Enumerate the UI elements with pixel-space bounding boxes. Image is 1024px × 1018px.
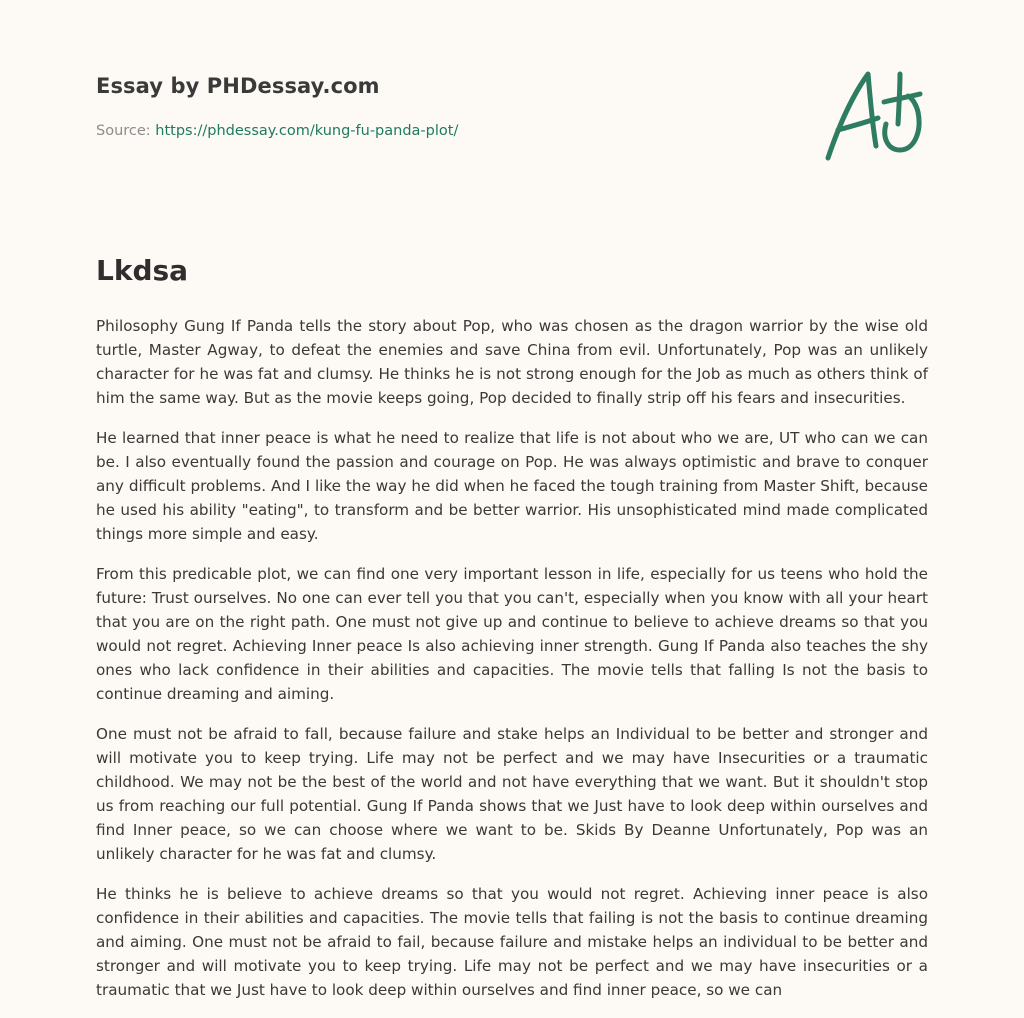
essay-body xyxy=(96,314,928,1018)
source-link[interactable]: https://phdessay.com/kung-fu-panda-plot/ xyxy=(155,123,459,139)
paragraph-4: One must not be afraid to fall, because failure and stake helps an Individual to be better and stronger and will motivate you to keep trying. Life may not be perfect and we may have Insecurities or a traumatic childhood. We may not be the best of the world and not have everything that we want. But it shouldn't stop us from reaching our full potential. Gung If Panda shows that we Just have to look deep within ourselves and find Inner peace, so we can choose where we want to be. Skids By Deanne Unfortunately, Pop was an unlikely character for he was fat and clumsy. xyxy=(96,725,928,863)
paragraph-5: He thinks he is believe to achieve dreams so that you would not regret. Achieving inner peace is also confidence in their abilities and capacities. The movie tells that failing is not the basis to continue dreaming and aiming. One must not be afraid to fail, because failure and mistake helps an individual to be better and stronger and will motivate you to keep trying. Life may not be perfect and we may have insecurities or a traumatic that we Just have to look deep within ourselves and find inner peace, so we can xyxy=(96,885,928,999)
paragraph-1: Philosophy Gung If Panda tells the story about Pop, who was chosen as the dragon warrior by the wise old turtle, Master Agway, to defeat the enemies and save China from evil. Unfortunately, Pop was an unlikely character for he was fat and clumsy. He thinks he is not strong enough for the Job as much as others think of him the same way. But as the movie keeps going, Pop decided to finally strip off his fears and insecurities. xyxy=(96,317,928,407)
a-plus-grade-icon xyxy=(822,66,928,164)
source-line xyxy=(96,123,458,139)
paragraph-2: He learned that inner peace is what he need to realize that life is not about who we are, UT who can we can be. I also eventually found the passion and courage on Pop. He was always optimistic and brave to conquer any difficult problems. And I like the way he did when he faced the tough training from Master Shift, because he used his ability "eating", to transform and be better warrior. His unsophisticated mind made complicated things more simple and easy. xyxy=(96,429,928,543)
site-title: Essay by PHDessay.com xyxy=(96,74,380,98)
essay-title: Lkdsa xyxy=(96,254,189,287)
source-label: Source: xyxy=(96,123,151,139)
paragraph-3: From this predicable plot, we can find one very important lesson in life, especially for us teens who hold the future: Trust ourselves. No one can ever tell you that you can't, especially when you know with all your heart that you are on the right path. One must not give up and continue to believe to achieve dreams so that you would not regret. Achieving Inner peace Is also achieving inner strength. Gung If Panda also teaches the shy ones who lack confidence in their abilities and capacities. The movie tells that falling Is not the basis to continue dreaming and aiming. xyxy=(96,565,928,703)
